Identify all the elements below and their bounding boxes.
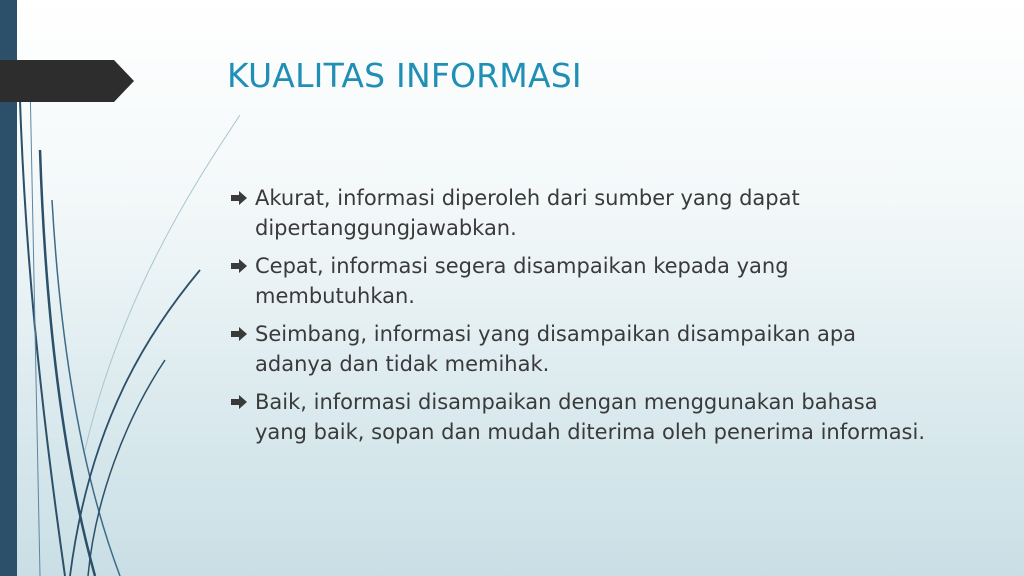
title-tab-shape <box>0 60 134 102</box>
arrow-right-icon <box>230 258 248 274</box>
arrow-right-icon <box>230 394 248 410</box>
bullet-item <box>230 319 930 379</box>
bullet-item <box>230 387 930 447</box>
arrow-right-icon <box>230 326 248 342</box>
bullet-item <box>230 183 930 243</box>
bullet-list <box>230 183 930 455</box>
bullet-text: Cepat, informasi segera disampaikan kepada yang membutuhkan. <box>255 254 789 308</box>
arrow-right-icon <box>230 190 248 206</box>
bullet-text: Seimbang, informasi yang disampaikan disampaikan apa adanya dan tidak memihak. <box>255 322 857 376</box>
bullet-text: Baik, informasi disampaikan dengan menggunakan bahasa yang baik, sopan dan mudah diterima oleh penerima informasi. <box>255 390 926 444</box>
bullet-item <box>230 251 930 311</box>
bullet-text: Akurat, informasi diperoleh dari sumber yang dapat dipertanggungjawabkan. <box>255 186 800 240</box>
slide-title: KUALITAS INFORMASI <box>227 56 582 95</box>
